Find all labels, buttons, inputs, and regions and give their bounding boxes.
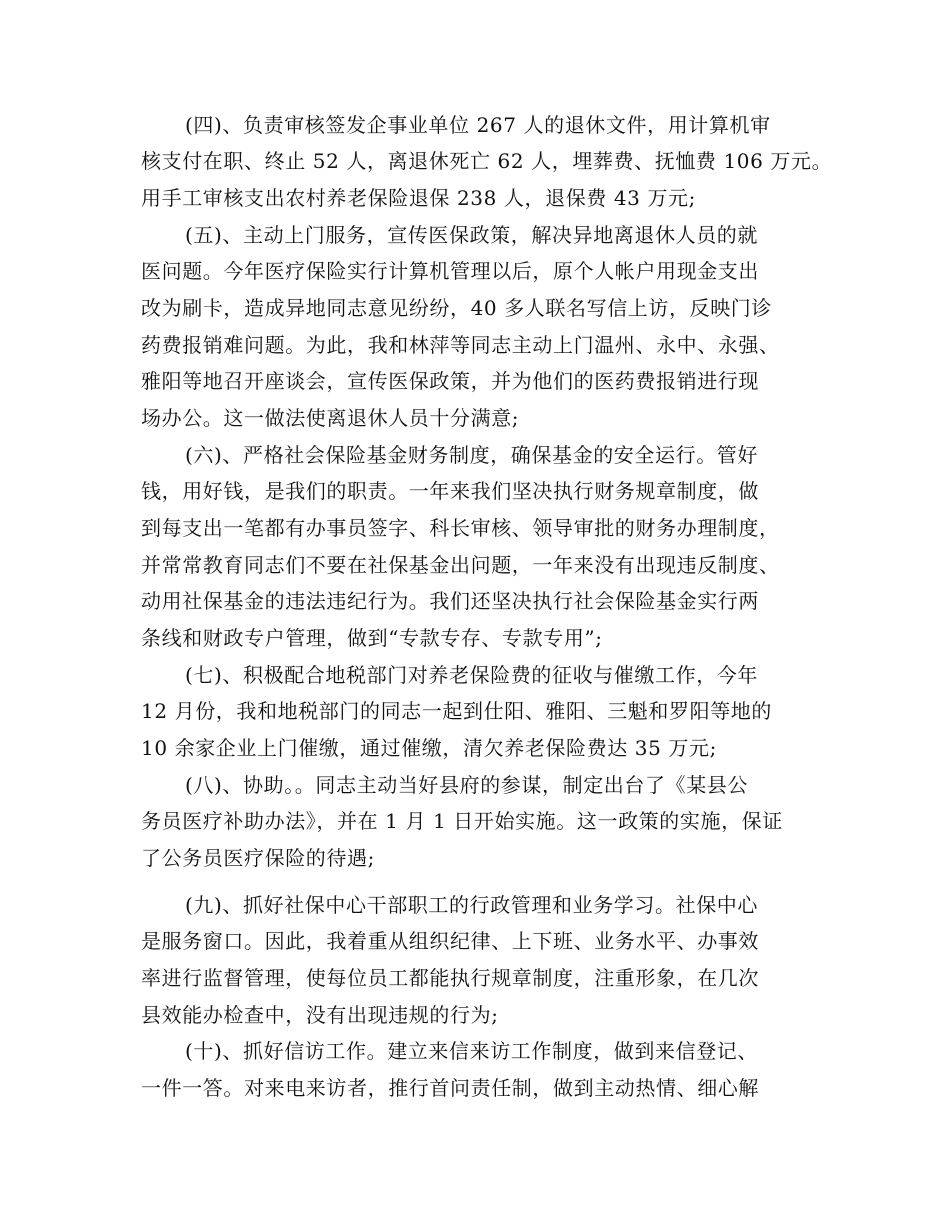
paragraph-7-line-3: 10 余家企业上门催缴，通过催缴，清欠养老保险费达 35 万元; [141,736,717,760]
paragraph-9-line-3: 率进行监督管理，使每位员工都能执行规章制度，注重形象，在几次 [141,966,759,990]
paragraph-10-line-1: (十)、抓好信访工作。建立来信来访工作制度，做到来信登记、 [185,1039,759,1063]
paragraph-4-line-3: 用手工审核支出农村养老保险退保 238 人，退保费 43 万元; [141,186,696,210]
paragraph-6-line-5: 动用社保基金的违法违纪行为。我们还坚决执行社会保险基金实行两 [141,589,759,613]
paragraph-4-line-2: 核支付在职、终止 52 人，离退休死亡 62 人，埋葬费、抚恤费 106 万元。 [141,149,833,173]
paragraph-6-line-4: 并常常教育同志们不要在社保基金出问题，一年来没有出现违反制度、 [141,553,780,577]
paragraph-6-line-1: (六)、严格社会保险基金财务制度，确保基金的安全运行。管好 [185,443,759,467]
paragraph-4-line-1: (四)、负责审核签发企事业单位 267 人的退休文件，用计算机审 [185,113,771,137]
paragraph-8-line-1: (八)、协助。。同志主动当好县府的参谋，制定出台了《某县公 [185,773,749,797]
paragraph-5-line-4: 药费报销难问题。为此，我和林萍等同志主动上门温州、永中、永强、 [141,333,780,357]
paragraph-9-line-2: 是服务窗口。因此，我着重从组织纪律、上下班、业务水平、办事效 [141,929,759,953]
paragraph-5-line-2: 医问题。今年医疗保险实行计算机管理以后，原个人帐户用现金支出 [141,259,759,283]
paragraph-9-line-4: 县效能办检查中，没有出现违规的行为; [141,1003,499,1027]
paragraph-5-line-3: 改为刷卡，造成异地同志意见纷纷，40 多人联名写信上访，反映门诊 [141,296,773,320]
paragraph-8-line-2: 务员医疗补助办法》，并在 1 月 1 日开始实施。这一政策的实施，保证 [141,809,783,833]
paragraph-6-line-2: 钱，用好钱，是我们的职责。一年来我们坚决执行财务规章制度，做 [141,479,759,503]
paragraph-5-line-1: (五)、主动上门服务，宣传医保政策，解决异地离退休人员的就 [185,223,759,247]
paragraph-6-line-3: 到每支出一笔都有办事员签字、科长审核、领导审批的财务办理制度， [141,516,780,540]
paragraph-8-line-3: 了公务员医疗保险的待遇; [141,846,375,870]
paragraph-10-line-2: 一件一答。对来电来访者，推行首问责任制，做到主动热情、细心解 [141,1076,759,1100]
paragraph-5-line-6: 场办公。这一做法使离退休人员十分满意; [141,406,520,430]
paragraph-7-line-1: (七)、积极配合地税部门对养老保险费的征收与催缴工作，今年 [185,663,759,687]
paragraph-5-line-5: 雅阳等地召开座谈会，宣传医保政策，并为他们的医药费报销进行现 [141,369,759,393]
paragraph-6-line-6: 条线和财政专户管理，做到“专款专存、专款专用”; [141,626,603,650]
paragraph-7-line-2: 12 月份，我和地税部门的同志一起到仕阳、雅阳、三魁和罗阳等地的 [141,699,773,723]
paragraph-9-line-1: (九)、抓好社保中心干部职工的行政管理和业务学习。社保中心 [185,893,759,917]
